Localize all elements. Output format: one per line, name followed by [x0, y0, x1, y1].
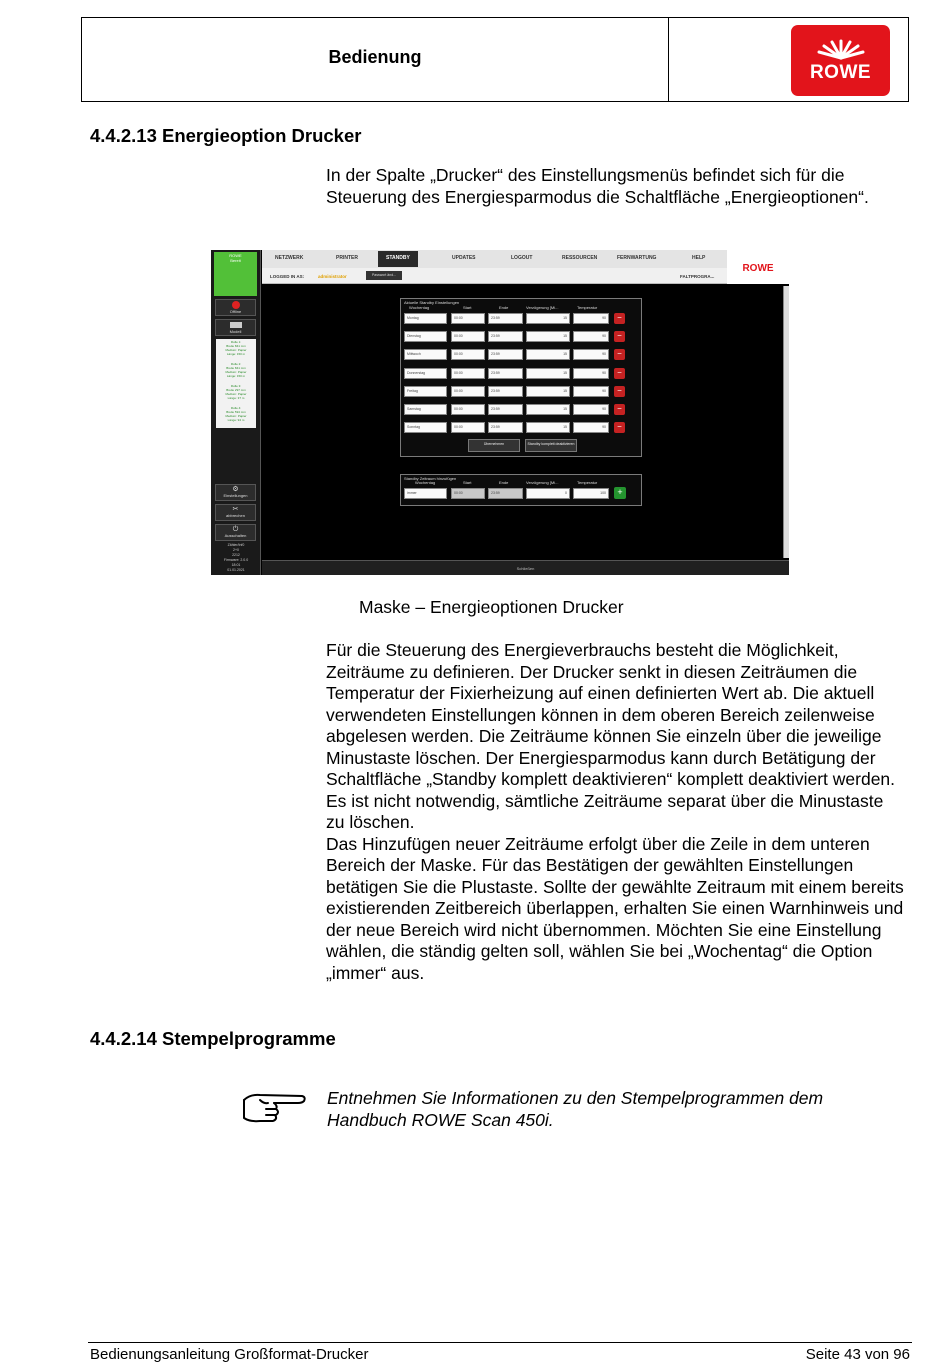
rowe-logo-rays-icon [811, 38, 871, 60]
status-line: Firmware: 2.0.0 [223, 558, 249, 562]
col-temperatur: Temperatur [577, 305, 598, 310]
figure-caption: Maske – Energieoptionen Drucker [359, 597, 624, 617]
ausschalten-button[interactable] [215, 524, 256, 541]
row-verzoegerung-field[interactable]: 15 [526, 349, 570, 360]
add-standby-panel [400, 474, 642, 506]
power-icon [232, 301, 240, 309]
col-wochentag: Wochentag [409, 305, 430, 310]
row-wochentag-select[interactable]: Montag [404, 313, 447, 324]
status-line: 2+0 [233, 548, 239, 552]
screenshot-logo: ROWE [727, 250, 789, 284]
printer-icon [230, 322, 242, 328]
row-minus-button[interactable]: − [614, 386, 625, 397]
gear-icon: ⚙ [232, 486, 239, 493]
row-temperatur-field[interactable]: 90 [573, 386, 609, 397]
row-wochentag-select[interactable]: Freitag [404, 386, 447, 397]
scrollbar[interactable] [783, 286, 789, 558]
add-col-verzoegerung: Verzögerung [Mi... [526, 480, 559, 485]
offline-label: Offline [229, 309, 242, 314]
row-start-field[interactable]: 00:00 [451, 422, 485, 433]
power-off-icon: ⏻ [232, 526, 239, 533]
add-ende-field[interactable]: 23:59 [488, 488, 523, 499]
logo-text: ROWE [809, 61, 872, 83]
row-verzoegerung-field[interactable]: 15 [526, 313, 570, 324]
row-start-field[interactable]: 00:00 [451, 349, 485, 360]
row-wochentag-select[interactable]: Dienstag [404, 331, 447, 342]
nav-logout[interactable]: LOGOUT [511, 255, 533, 261]
row-verzoegerung-field[interactable]: 15 [526, 404, 570, 415]
nav-updates[interactable]: UPDATES [452, 255, 476, 261]
scissors-icon: ✂ [232, 506, 239, 513]
status-panel: ROWE Bereit [214, 252, 257, 296]
status-line: 2212 [232, 553, 240, 557]
roll-1: Rolle 1: Breite 841 mm Medium: Papier Länge: 150 m [225, 340, 247, 356]
modell-label: Modell [229, 329, 242, 334]
nav-fernwartung[interactable]: FERNWARTUNG [617, 255, 657, 261]
page-header-title: Bedienung [328, 47, 422, 67]
add-panel-title: Standby Zeitraum hinzufügen [404, 476, 457, 481]
row-temperatur-field[interactable]: 90 [573, 313, 609, 324]
row-ende-field[interactable]: 23:59 [488, 313, 523, 324]
add-col-start: Start [463, 480, 472, 485]
status-info [215, 543, 257, 573]
row-minus-button[interactable]: − [614, 349, 625, 360]
row-temperatur-field[interactable]: 90 [573, 331, 609, 342]
row-temperatur-field[interactable]: 90 [573, 349, 609, 360]
status-line: 18:01 [231, 563, 241, 567]
add-plus-button[interactable]: + [614, 487, 626, 499]
body-paragraph: Für die Steuerung des Energieverbrauchs besteht die Möglichkeit, Zeiträume zu definieren. Der Drucker senkt in diesen Zeiträumen die Temperatur der Fixierheizung auf einen definierten Wert ab. Die aktuell verwendeten Einstellungen können in dem oberen Bereich zeilenweise abgelesen werden. Die Zeiträume können Sie einzeln über die jeweilige Minustaste löschen. Der Energiesparmodus kann durch Betätigung der Schaltfläche „Standby komplett deaktivieren“ komplett deaktiviert werden. Es ist nicht notwendig, sämtliche Zeiträume separat über die Minustaste zu löschen. Das Hinzufügen neuer Zeiträume erfolgt über die Zeile in dem unteren Bereich der Maske. Für das Bestätigen der gewählten Einstellungen betätigen Sie die Plustaste. Sollte der gewählte Zeitraum mit einem bereits existierenden Zeitbereich überlappen, erhalten Sie einen Warnhinweis und der neue Bereich wird nicht übernommen. Möchten Sie eine Einstellung wählen, die ständig gelten soll, wählen Sie bei „Wochentag“ die Option „immer“ aus. [326, 640, 904, 983]
intro-paragraph: In der Spalte „Drucker“ des Einstellungsmenüs befindet sich für die Steuerung des Energiesparmodus die Schaltfläche „Energieoptionen“. [326, 165, 869, 207]
row-ende-field[interactable]: 23:59 [488, 404, 523, 415]
nav-ressourcen[interactable]: RESSOURCEN [562, 255, 598, 261]
row-temperatur-field[interactable]: 90 [573, 422, 609, 433]
abbrechen-label: abbrechen [226, 513, 245, 518]
status-line: 01.01.2021 [227, 568, 245, 572]
einstellungen-label: Einstellungen [223, 493, 248, 498]
section-heading-energieoption: 4.4.2.13 Energieoption Drucker [90, 125, 362, 146]
add-start-field[interactable]: 00:00 [451, 488, 485, 499]
row-ende-field[interactable]: 23:59 [488, 386, 523, 397]
row-ende-field[interactable]: 23:59 [488, 368, 523, 379]
abbrechen-button[interactable] [215, 504, 256, 521]
row-verzoegerung-field[interactable]: 15 [526, 331, 570, 342]
add-col-ende: Ende [499, 480, 509, 485]
col-ende: Ende [499, 305, 509, 310]
row-minus-button[interactable]: − [614, 404, 625, 415]
add-wochentag-select[interactable]: immer [404, 488, 447, 499]
offline-button[interactable] [215, 299, 256, 316]
roll-list [216, 339, 256, 428]
apply-button[interactable]: Übernehmen [468, 439, 520, 452]
sidebar [211, 250, 261, 575]
row-wochentag-select[interactable]: Samstag [404, 404, 447, 415]
logged-in-label: LOGGED IN AS: [270, 274, 305, 279]
col-verzoegerung: Verzögerung [Mi... [526, 305, 559, 310]
row-start-field[interactable]: 00:00 [451, 313, 485, 324]
add-col-temperatur: Temperatur [577, 480, 598, 485]
row-ende-field[interactable]: 23:59 [488, 422, 523, 433]
footer-rule [88, 1342, 912, 1343]
roll-4: Rolle 4: Breite 594 mm Medium: Papier Länge: 94 m [225, 406, 247, 422]
rowe-logo [791, 25, 890, 96]
add-temperatur-field[interactable]: 100 [573, 488, 609, 499]
row-start-field[interactable]: 00:00 [451, 386, 485, 397]
top-nav [262, 250, 727, 268]
login-bar [262, 268, 727, 284]
close-button[interactable]: Schließen [262, 560, 789, 575]
row-wochentag-select[interactable]: Sonntag [404, 422, 447, 433]
ausschalten-label: Ausschalten [224, 533, 247, 538]
footer-title: Bedienungsanleitung Großformat-Drucker [90, 1346, 369, 1363]
row-minus-button[interactable]: − [614, 422, 625, 433]
row-start-field[interactable]: 00:00 [451, 368, 485, 379]
row-temperatur-field[interactable]: 90 [573, 404, 609, 415]
row-verzoegerung-field[interactable]: 15 [526, 368, 570, 379]
row-verzoegerung-field[interactable]: 15 [526, 422, 570, 433]
row-minus-button[interactable]: − [614, 331, 625, 342]
row-verzoegerung-field[interactable]: 15 [526, 386, 570, 397]
pointing-hand-icon [240, 1088, 308, 1126]
nav-netzwerk[interactable]: NETZWERK [275, 255, 304, 261]
reference-note: Entnehmen Sie Informationen zu den Stempelprogrammen dem Handbuch ROWE Scan 450i. [327, 1088, 824, 1130]
row-wochentag-select[interactable]: Donnerstag [404, 368, 447, 379]
col-start: Start [463, 305, 472, 310]
row-temperatur-field[interactable]: 90 [573, 368, 609, 379]
password-change-button[interactable]: Passwort änd... [366, 271, 402, 280]
nav-help[interactable]: HELP [692, 255, 706, 261]
row-ende-field[interactable]: 23:59 [488, 349, 523, 360]
current-standby-panel [400, 298, 642, 457]
disable-standby-button[interactable]: Standby komplett deaktivieren [525, 439, 577, 452]
username: administrator [318, 274, 347, 279]
faltprogramm-link[interactable]: FALTPROGRA... [680, 274, 715, 279]
status-line: Zähler/Inf0 [227, 543, 245, 547]
roll-3: Rolle 3: Breite 297 mm Medium: Papier Länge: 37 m [225, 384, 247, 400]
row-minus-button[interactable]: − [614, 313, 625, 324]
row-wochentag-select[interactable]: Mittwoch [404, 349, 447, 360]
add-verzoegerung-field[interactable]: 0 [526, 488, 570, 499]
einstellungen-button[interactable] [215, 484, 256, 501]
nav-printer[interactable]: PRINTER [336, 255, 358, 261]
row-start-field[interactable]: 00:00 [451, 331, 485, 342]
current-panel-title: Aktuelle Standby Einstellungen [404, 300, 460, 305]
nav-standby[interactable]: STANDBY [378, 251, 418, 267]
modell-button[interactable] [215, 319, 256, 336]
header-divider [668, 17, 669, 102]
row-start-field[interactable]: 00:00 [451, 404, 485, 415]
page-number: Seite 43 von 96 [805, 1346, 910, 1363]
section-heading-stempelprogramme: 4.4.2.14 Stempelprogramme [90, 1028, 336, 1049]
roll-2: Rolle 2: Breite 841 mm Medium: Papier Länge: 150 m [225, 362, 247, 378]
screenshot-energieoptionen [211, 250, 789, 575]
row-minus-button[interactable]: − [614, 368, 625, 379]
row-ende-field[interactable]: 23:59 [488, 331, 523, 342]
add-col-wochentag: Wochentag [415, 480, 436, 485]
